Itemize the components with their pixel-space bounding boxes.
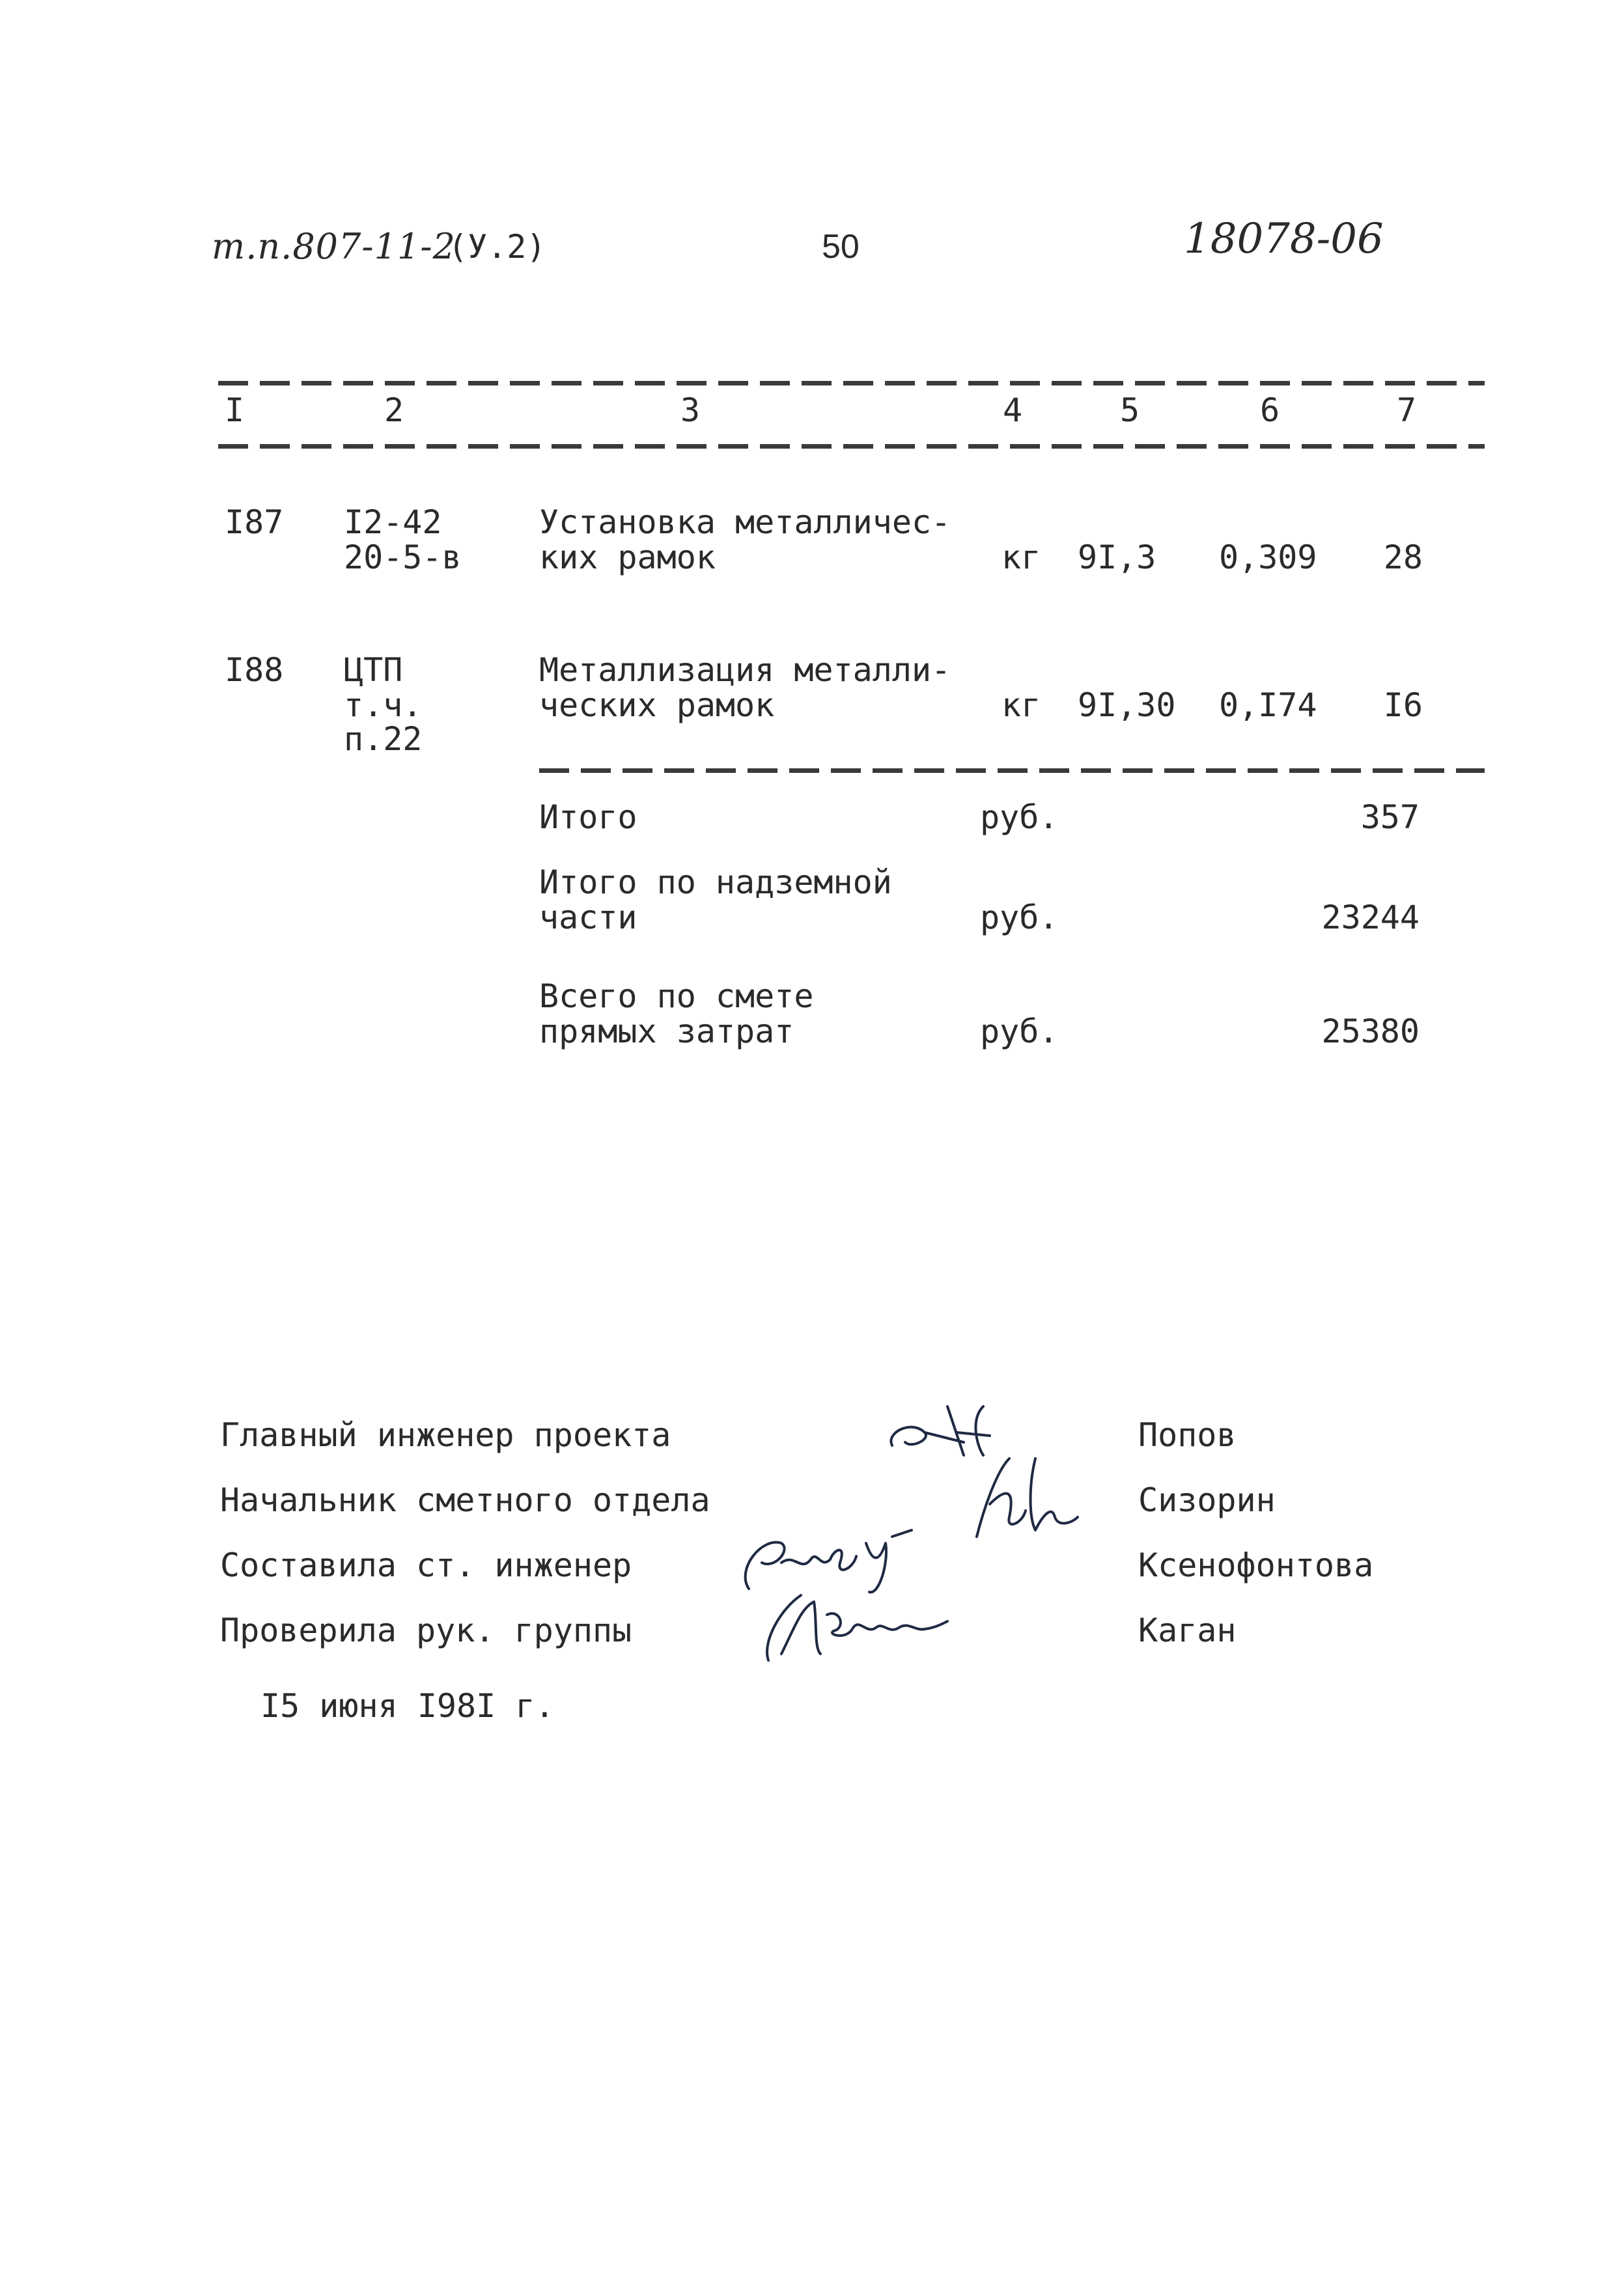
total-label: Итого по надземной [539, 863, 892, 901]
signatory-role: Главный инженер проекта [220, 1416, 671, 1454]
signatory-name: Ксенофонтова [1138, 1546, 1374, 1584]
column-header-3: 3 [680, 391, 701, 429]
work-name-line: Установка металличес- [539, 503, 951, 541]
column-header-1: I [224, 391, 245, 429]
unit: кг [1001, 686, 1041, 724]
work-name-line: ческих рамок [539, 686, 775, 724]
unit: кг [1001, 538, 1041, 576]
total-label: Всего по смете [539, 977, 814, 1015]
total-value: 25380 [1321, 1012, 1420, 1050]
signature-sizorin [964, 1445, 1081, 1543]
column-header-5: 5 [1119, 391, 1140, 429]
rate-code-line: I2-42 [344, 503, 442, 541]
total-label: прямых затрат [539, 1012, 794, 1050]
column-header-7: 7 [1396, 391, 1417, 429]
signatory-role: Начальник сметного отдела [220, 1481, 710, 1519]
quantity: 9I,3 [1078, 538, 1156, 576]
unit-price: 0,309 [1219, 538, 1317, 576]
total-unit: руб. [980, 1012, 1059, 1050]
signatory-name: Попов [1138, 1416, 1237, 1454]
document-code: т.п.807-11-2 [212, 226, 456, 267]
volume-label: (У.2) [448, 228, 546, 266]
rate-code-line: ЦТП [344, 651, 403, 689]
total-label: Итого [539, 798, 637, 836]
quantity: 9I,30 [1078, 686, 1176, 724]
row-number: I87 [225, 503, 284, 541]
signature-kagan [755, 1582, 951, 1667]
unit-price: 0,I74 [1219, 686, 1317, 724]
total-value: 357 [1360, 798, 1420, 836]
work-name-line: Металлизация металли- [539, 651, 951, 689]
document-date: I5 июня I98I г. [260, 1687, 555, 1725]
table-header-top-rule [218, 381, 1485, 385]
work-name-line: ких рамок [539, 538, 716, 576]
rate-code-line: 20-5-в [344, 538, 462, 576]
total-unit: руб. [980, 899, 1059, 936]
signatory-name: Каган [1138, 1612, 1237, 1649]
inventory-number: 18078-06 [1184, 215, 1384, 263]
signatory-name: Сизорин [1138, 1481, 1276, 1519]
total-unit: руб. [980, 798, 1059, 836]
cost: 28 [1383, 538, 1423, 576]
page-number: 50 [822, 228, 860, 266]
row-number: I88 [225, 651, 284, 689]
signatory-role: Проверила рук. группы [220, 1612, 632, 1649]
totals-rule [539, 768, 1485, 773]
column-header-2: 2 [384, 391, 404, 429]
rate-code-line: т.ч. [344, 686, 423, 724]
table-header-bottom-rule [218, 444, 1485, 449]
signatory-role: Составила ст. инженер [220, 1546, 632, 1584]
cost: I6 [1383, 686, 1423, 724]
column-header-4: 4 [1002, 391, 1023, 429]
column-header-6: 6 [1259, 391, 1280, 429]
total-value: 23244 [1321, 899, 1420, 936]
rate-code-line: п.22 [344, 720, 423, 758]
total-label: части [539, 899, 637, 936]
